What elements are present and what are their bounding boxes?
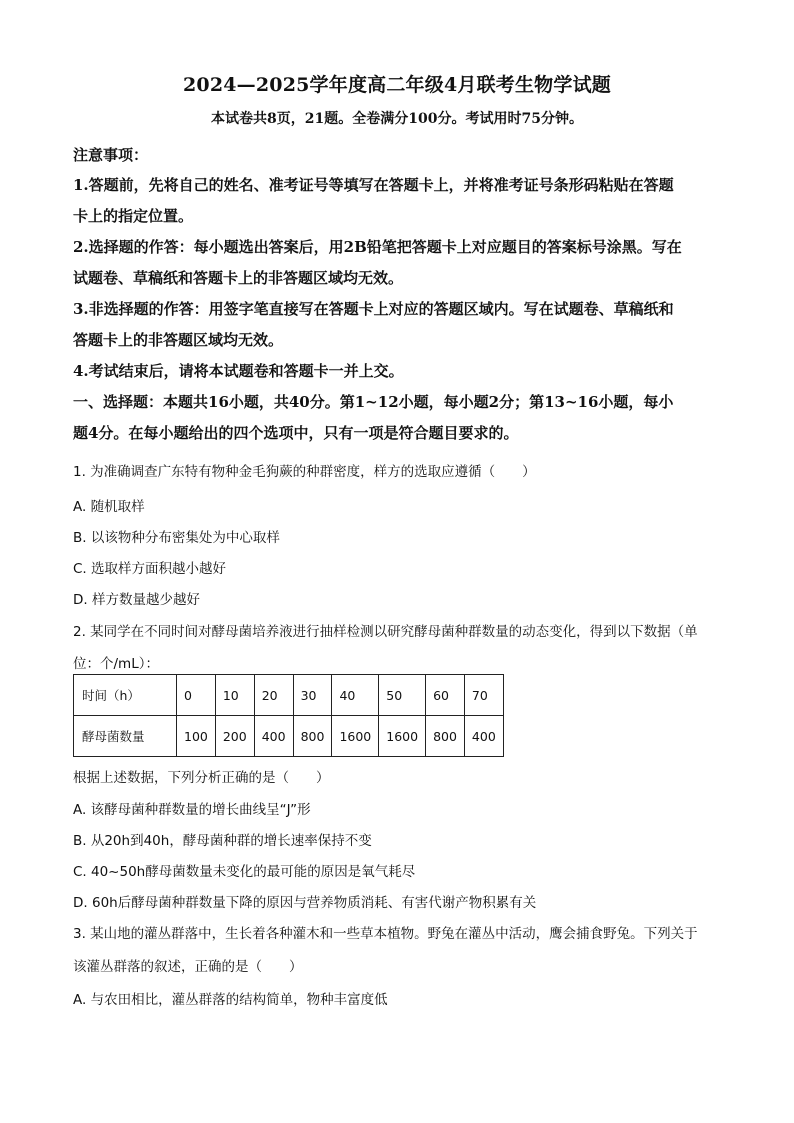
- notes-line: 答题卡上的非答题区域均无效。: [73, 331, 284, 349]
- table-cell: 70: [464, 675, 503, 716]
- table-cell: 10: [215, 675, 254, 716]
- table-row-label: 时间（h）: [74, 675, 177, 716]
- notes-line: 试题卷、草稿纸和答题卡上的非答题区域均无效。: [73, 269, 404, 287]
- section-heading: 一、选择题：本题共16小题，共40分。第1~12小题，每小题2分；第13~16小题，每小: [73, 393, 674, 411]
- question-2-option-c: C. 40~50h酵母菌数量未变化的最可能的原因是氧气耗尽: [73, 864, 416, 880]
- table-cell: 20: [254, 675, 293, 716]
- question-2-stem: 2. 某同学在不同时间对酵母菌培养液进行抽样检测以研究酵母菌种群数量的动态变化，得到以下数据（单: [73, 624, 698, 640]
- table-cell: 1600: [332, 716, 379, 757]
- question-2-option-d: D. 60h后酵母菌种群数量下降的原因与营养物质消耗、有害代谢产物积累有关: [73, 895, 537, 911]
- question-1-option-d: D. 样方数量越少越好: [73, 592, 200, 608]
- table-cell: 800: [426, 716, 465, 757]
- table-cell: 40: [332, 675, 379, 716]
- table-cell: 800: [293, 716, 332, 757]
- table-row: [74, 716, 504, 757]
- table-cell: 100: [177, 716, 216, 757]
- notes-line: 1.答题前，先将自己的姓名、准考证号等填写在答题卡上，并将准考证号条形码粘贴在答题: [73, 176, 674, 194]
- yeast-data-table: [73, 674, 504, 757]
- question-1-option-c: C. 选取样方面积越小越好: [73, 561, 227, 577]
- notes-line: 2.选择题的作答：每小题选出答案后，用2B铅笔把答题卡上对应题目的答案标号涂黑。写在: [73, 238, 682, 256]
- question-2-option-a: A. 该酵母菌种群数量的增长曲线呈“J”形: [73, 802, 311, 818]
- table-cell: 400: [254, 716, 293, 757]
- table-cell: 200: [215, 716, 254, 757]
- notes-heading: 注意事项：: [73, 146, 149, 164]
- section-heading: 题4分。在每小题给出的四个选项中，只有一项是符合题目要求的。: [73, 424, 519, 442]
- notes-line: 3.非选择题的作答：用签字笔直接写在答题卡上对应的答题区域内。写在试题卷、草稿纸和: [73, 300, 674, 318]
- table-cell: 50: [379, 675, 426, 716]
- table-row: [74, 675, 504, 716]
- table-cell: 0: [177, 675, 216, 716]
- question-3-stem: 3. 某山地的灌丛群落中，生长着各种灌木和一些草本植物。野兔在灌丛中活动，鹰会捕食野兔。下列关于: [73, 926, 698, 942]
- exam-subtitle: 本试卷共8页，21题。全卷满分100分。考试用时75分钟。: [211, 111, 583, 127]
- question-3-option-a: A. 与农田相比，灌丛群落的结构简单，物种丰富度低: [73, 992, 388, 1008]
- question-1-option-b: B. 以该物种分布密集处为中心取样: [73, 530, 280, 546]
- question-1-stem: 1. 为准确调查广东特有物种金毛狗蕨的种群密度，样方的选取应遵循（ ）: [73, 464, 536, 480]
- question-1-option-a: A. 随机取样: [73, 499, 145, 515]
- question-2-prompt: 根据上述数据，下列分析正确的是（ ）: [73, 770, 330, 786]
- table-cell: 1600: [379, 716, 426, 757]
- notes-line: 4.考试结束后，请将本试题卷和答题卡一并上交。: [73, 362, 404, 380]
- table-cell: 60: [426, 675, 465, 716]
- question-2-option-b: B. 从20h到40h，酵母菌种群的增长速率保持不变: [73, 833, 372, 849]
- table-row-label: 酵母菌数量: [74, 716, 177, 757]
- table-cell: 400: [464, 716, 503, 757]
- notes-line: 卡上的指定位置。: [73, 207, 194, 225]
- question-2-stem: 位：个/mL）：: [73, 656, 159, 672]
- question-3-stem: 该灌丛群落的叙述，正确的是（ ）: [73, 959, 303, 975]
- table-cell: 30: [293, 675, 332, 716]
- exam-title: 2024—2025学年度高二年级4月联考生物学试题: [183, 74, 611, 96]
